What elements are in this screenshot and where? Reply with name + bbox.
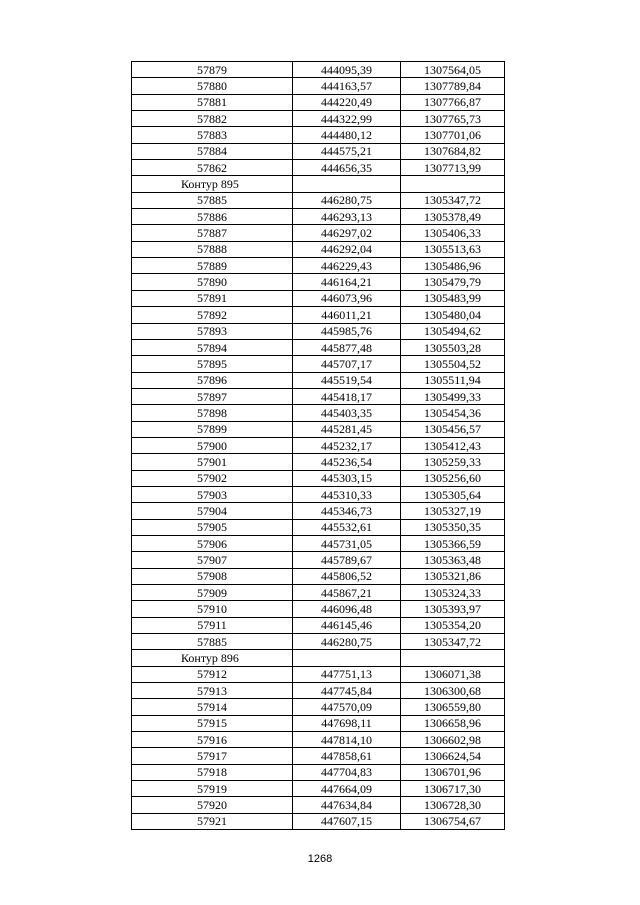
table-row [132,94,505,110]
point-id-cell: 57897 [132,388,293,404]
point-id-cell: 57921 [132,813,293,829]
x-coordinate-cell: 444095,39 [293,62,401,78]
x-coordinate-cell: 447745,84 [293,683,401,699]
point-id-cell: 57910 [132,601,293,617]
point-id-cell: 57885 [132,634,293,650]
table-row [132,160,505,176]
y-coordinate-cell: 1305483,99 [401,290,505,306]
point-id-cell: 57913 [132,683,293,699]
point-id-cell: 57889 [132,258,293,274]
y-coordinate-cell: 1306754,67 [401,813,505,829]
y-coordinate-cell: 1307564,05 [401,62,505,78]
x-coordinate-cell: 444163,57 [293,78,401,94]
y-coordinate-cell: 1305393,97 [401,601,505,617]
point-id-cell: 57884 [132,143,293,159]
point-id-cell: 57914 [132,699,293,715]
y-coordinate-cell: 1305354,20 [401,617,505,633]
y-coordinate-cell: 1305486,96 [401,258,505,274]
x-coordinate-cell: 445707,17 [293,356,401,372]
point-id-cell: 57911 [132,617,293,633]
x-coordinate-cell: 447664,09 [293,781,401,797]
x-coordinate-cell: 446073,96 [293,290,401,306]
table-row [132,699,505,715]
table-row [132,601,505,617]
table-row [132,813,505,829]
point-id-cell: 57890 [132,274,293,290]
y-coordinate-cell: 1305504,52 [401,356,505,372]
table-row [132,274,505,290]
y-coordinate-cell: 1305503,28 [401,339,505,355]
y-coordinate-cell: 1306559,80 [401,699,505,715]
empty-cell [401,176,505,192]
x-coordinate-cell: 445806,52 [293,568,401,584]
y-coordinate-cell: 1307789,84 [401,78,505,94]
y-coordinate-cell: 1305259,33 [401,454,505,470]
table-row [132,307,505,323]
point-id-cell: 57879 [132,62,293,78]
table-row [132,732,505,748]
x-coordinate-cell: 446292,04 [293,241,401,257]
y-coordinate-cell: 1306602,98 [401,732,505,748]
y-coordinate-cell: 1305456,57 [401,421,505,437]
y-coordinate-cell: 1305256,60 [401,470,505,486]
table-row [132,535,505,551]
y-coordinate-cell: 1305366,59 [401,535,505,551]
table-row [132,405,505,421]
y-coordinate-cell: 1306300,68 [401,683,505,699]
x-coordinate-cell: 447607,15 [293,813,401,829]
table-row [132,486,505,502]
empty-cell [293,650,401,666]
table-row [132,437,505,453]
table-row [132,764,505,780]
table-row [132,258,505,274]
empty-cell [401,650,505,666]
table-row [132,683,505,699]
y-coordinate-cell: 1305406,33 [401,225,505,241]
point-id-cell: 57898 [132,405,293,421]
point-id-cell: 57904 [132,503,293,519]
y-coordinate-cell: 1307766,87 [401,94,505,110]
y-coordinate-cell: 1307765,73 [401,111,505,127]
point-id-cell: 57894 [132,339,293,355]
y-coordinate-cell: 1305324,33 [401,585,505,601]
y-coordinate-cell: 1305321,86 [401,568,505,584]
point-id-cell: 57912 [132,666,293,682]
table-row [132,666,505,682]
table-row [132,62,505,78]
x-coordinate-cell: 446164,21 [293,274,401,290]
point-id-cell: 57896 [132,372,293,388]
x-coordinate-cell: 445731,05 [293,535,401,551]
x-coordinate-cell: 445867,21 [293,585,401,601]
table-row [132,585,505,601]
table-row [132,797,505,813]
point-id-cell: 57918 [132,764,293,780]
point-id-cell: 57862 [132,160,293,176]
point-id-cell: 57917 [132,748,293,764]
table-row [132,617,505,633]
table-row [132,781,505,797]
point-id-cell: 57915 [132,715,293,731]
coordinates-table [131,61,505,830]
x-coordinate-cell: 445532,61 [293,519,401,535]
y-coordinate-cell: 1306658,96 [401,715,505,731]
point-id-cell: 57883 [132,127,293,143]
x-coordinate-cell: 444656,35 [293,160,401,176]
y-coordinate-cell: 1305454,36 [401,405,505,421]
table-row [132,127,505,143]
point-id-cell: 57916 [132,732,293,748]
y-coordinate-cell: 1305305,64 [401,486,505,502]
table-row [132,748,505,764]
point-id-cell: 57903 [132,486,293,502]
table-row [132,290,505,306]
x-coordinate-cell: 445232,17 [293,437,401,453]
y-coordinate-cell: 1305412,43 [401,437,505,453]
table-row [132,715,505,731]
y-coordinate-cell: 1305513,63 [401,241,505,257]
contour-header-row [132,650,505,666]
x-coordinate-cell: 447570,09 [293,699,401,715]
point-id-cell: 57902 [132,470,293,486]
x-coordinate-cell: 446145,46 [293,617,401,633]
x-coordinate-cell: 444220,49 [293,94,401,110]
x-coordinate-cell: 445310,33 [293,486,401,502]
y-coordinate-cell: 1306728,30 [401,797,505,813]
y-coordinate-cell: 1306717,30 [401,781,505,797]
x-coordinate-cell: 446280,75 [293,634,401,650]
table-row [132,634,505,650]
table-row [132,356,505,372]
x-coordinate-cell: 447858,61 [293,748,401,764]
point-id-cell: 57888 [132,241,293,257]
x-coordinate-cell: 445789,67 [293,552,401,568]
x-coordinate-cell: 447704,83 [293,764,401,780]
y-coordinate-cell: 1306701,96 [401,764,505,780]
x-coordinate-cell: 446011,21 [293,307,401,323]
table-row [132,372,505,388]
point-id-cell: 57887 [132,225,293,241]
table-row [132,552,505,568]
y-coordinate-cell: 1305494,62 [401,323,505,339]
coordinates-sheet [131,61,505,830]
contour-label: Контур 895 [132,176,293,192]
point-id-cell: 57886 [132,209,293,225]
table-row [132,454,505,470]
point-id-cell: 57885 [132,192,293,208]
y-coordinate-cell: 1307701,06 [401,127,505,143]
x-coordinate-cell: 446293,13 [293,209,401,225]
x-coordinate-cell: 445519,54 [293,372,401,388]
x-coordinate-cell: 447634,84 [293,797,401,813]
point-id-cell: 57880 [132,78,293,94]
x-coordinate-cell: 446280,75 [293,192,401,208]
table-row [132,470,505,486]
table-row [132,209,505,225]
x-coordinate-cell: 446229,43 [293,258,401,274]
x-coordinate-cell: 444322,99 [293,111,401,127]
table-row [132,143,505,159]
y-coordinate-cell: 1305347,72 [401,192,505,208]
x-coordinate-cell: 445403,35 [293,405,401,421]
table-row [132,421,505,437]
y-coordinate-cell: 1305347,72 [401,634,505,650]
contour-label: Контур 896 [132,650,293,666]
x-coordinate-cell: 444480,12 [293,127,401,143]
point-id-cell: 57905 [132,519,293,535]
empty-cell [293,176,401,192]
point-id-cell: 57881 [132,94,293,110]
y-coordinate-cell: 1305378,49 [401,209,505,225]
point-id-cell: 57900 [132,437,293,453]
y-coordinate-cell: 1306624,54 [401,748,505,764]
table-row [132,241,505,257]
table-row [132,111,505,127]
x-coordinate-cell: 446297,02 [293,225,401,241]
y-coordinate-cell: 1305511,94 [401,372,505,388]
point-id-cell: 57882 [132,111,293,127]
y-coordinate-cell: 1305479,79 [401,274,505,290]
y-coordinate-cell: 1307684,82 [401,143,505,159]
x-coordinate-cell: 447751,13 [293,666,401,682]
point-id-cell: 57899 [132,421,293,437]
x-coordinate-cell: 445236,54 [293,454,401,470]
x-coordinate-cell: 445281,45 [293,421,401,437]
contour-header-row [132,176,505,192]
point-id-cell: 57901 [132,454,293,470]
x-coordinate-cell: 445877,48 [293,339,401,355]
table-row [132,225,505,241]
point-id-cell: 57908 [132,568,293,584]
table-row [132,519,505,535]
x-coordinate-cell: 445303,15 [293,470,401,486]
point-id-cell: 57895 [132,356,293,372]
table-row [132,388,505,404]
y-coordinate-cell: 1305350,35 [401,519,505,535]
y-coordinate-cell: 1305327,19 [401,503,505,519]
page-number: 1268 [307,853,333,865]
table-row [132,568,505,584]
point-id-cell: 57893 [132,323,293,339]
point-id-cell: 57909 [132,585,293,601]
y-coordinate-cell: 1305480,04 [401,307,505,323]
table-row [132,192,505,208]
point-id-cell: 57906 [132,535,293,551]
table-row [132,323,505,339]
y-coordinate-cell: 1305499,33 [401,388,505,404]
coordinates-table-body [132,62,505,830]
point-id-cell: 57920 [132,797,293,813]
x-coordinate-cell: 445985,76 [293,323,401,339]
point-id-cell: 57919 [132,781,293,797]
table-row [132,503,505,519]
point-id-cell: 57907 [132,552,293,568]
y-coordinate-cell: 1305363,48 [401,552,505,568]
table-row [132,78,505,94]
x-coordinate-cell: 447698,11 [293,715,401,731]
y-coordinate-cell: 1307713,99 [401,160,505,176]
x-coordinate-cell: 445346,73 [293,503,401,519]
x-coordinate-cell: 444575,21 [293,143,401,159]
x-coordinate-cell: 446096,48 [293,601,401,617]
table-row [132,339,505,355]
x-coordinate-cell: 445418,17 [293,388,401,404]
point-id-cell: 57892 [132,307,293,323]
y-coordinate-cell: 1306071,38 [401,666,505,682]
x-coordinate-cell: 447814,10 [293,732,401,748]
point-id-cell: 57891 [132,290,293,306]
